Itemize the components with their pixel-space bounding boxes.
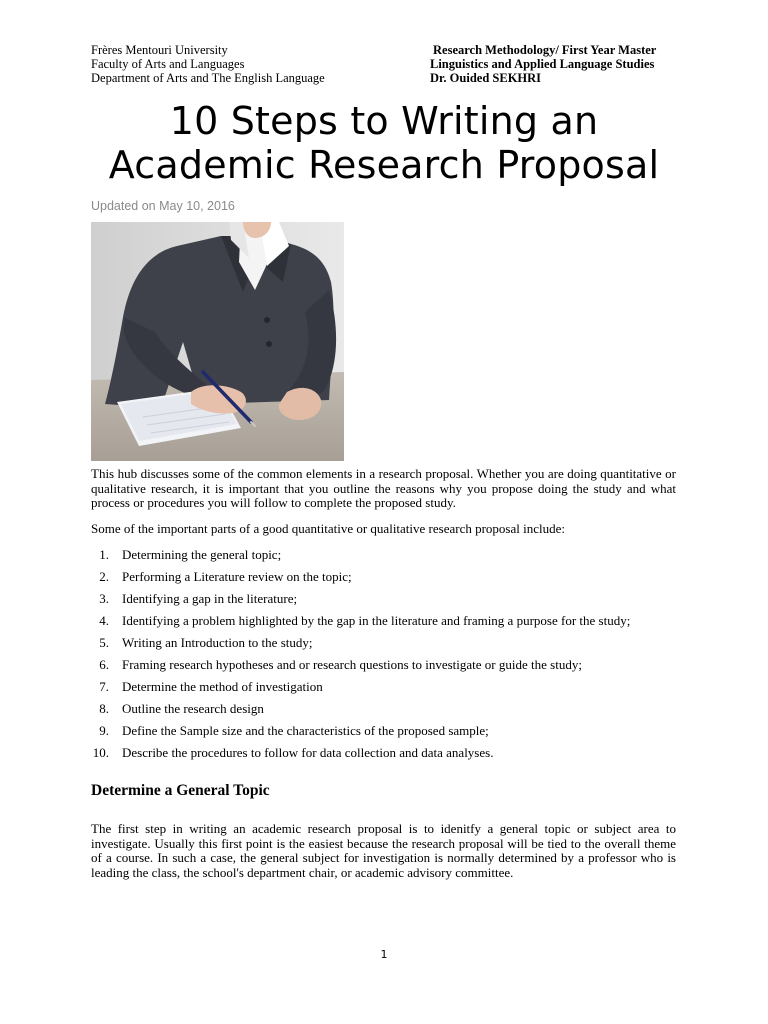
- list-item-number: 5.: [99, 635, 109, 650]
- instructor-name: Dr. Ouided SEKHRI: [430, 71, 542, 85]
- program-name: Linguistics and Applied Language Studies: [430, 57, 655, 71]
- department-name: Department of Arts and The English Language: [91, 71, 325, 85]
- list-item: [91, 547, 676, 569]
- course-name: Research Methodology/ First Year Master: [433, 43, 657, 57]
- list-item: [91, 613, 676, 635]
- list-item-text: Performing a Literature review on the topic;: [122, 569, 352, 584]
- header-institution: [91, 43, 325, 85]
- list-item: [91, 657, 676, 679]
- updated-date: Updated on May 10, 2016: [91, 199, 235, 213]
- list-item-text: Writing an Introduction to the study;: [122, 635, 313, 650]
- section-heading: Determine a General Topic: [91, 782, 270, 799]
- list-item-text: Identifying a gap in the literature;: [122, 591, 298, 606]
- list-item: [91, 701, 676, 723]
- intro-paragraph: This hub discusses some of the common elements in a research proposal. Whether you are doing quantitative or qualitative research, it is important that you outline the reasons why you propose doing the study and what process or procedures you will follow to complete the proposed study.: [91, 466, 676, 510]
- list-item: [91, 723, 676, 745]
- list-item-text: Determining the general topic;: [122, 547, 282, 562]
- page-number: 1: [380, 948, 388, 961]
- list-item-text: Define the Sample size and the characteristics of the proposed sample;: [122, 723, 489, 738]
- list-item-number: 2.: [99, 569, 109, 584]
- list-item-text: Describe the procedures to follow for data collection and data analyses.: [122, 745, 494, 760]
- woman-writing-photo: [91, 222, 344, 461]
- university-name: Frères Mentouri University: [91, 43, 228, 57]
- list-item: [91, 679, 676, 701]
- title-line-1: 10 Steps to Writing an: [169, 99, 599, 143]
- list-item-text: Outline the research design: [122, 701, 264, 716]
- section-paragraph: The first step in writing an academic research proposal is to idenitfy a general topic or subject area to investigate. Usually this first point is the easiest because the research proposal will be tied to the overall theme of a course. In such a case, the general subject for investigation is normally determined by a professor who is leading the class, the school's department chair, or academic advisory committee.: [91, 821, 676, 880]
- steps-list: [91, 547, 676, 767]
- list-item: [91, 635, 676, 657]
- intro-lead: Some of the important parts of a good quantitative or qualitative research proposal include:: [91, 521, 565, 536]
- list-item-number: 1.: [99, 547, 109, 562]
- list-item: [91, 569, 676, 591]
- list-item-number: 8.: [99, 701, 109, 716]
- list-item-number: 9.: [99, 723, 109, 738]
- list-item-text: Identifying a problem highlighted by the gap in the literature and framing a purpose for the study;: [122, 613, 631, 628]
- title-line-2: Academic Research Proposal: [108, 143, 660, 187]
- list-item-number: 7.: [99, 679, 109, 694]
- list-item-text: Determine the method of investigation: [122, 679, 323, 694]
- list-item: [91, 745, 676, 767]
- list-item-number: 6.: [99, 657, 109, 672]
- list-item-number: 3.: [99, 591, 109, 606]
- list-item-number: 10.: [92, 745, 109, 760]
- header-course: [430, 43, 656, 85]
- list-item-text: Framing research hypotheses and or research questions to investigate or guide the study;: [122, 657, 582, 672]
- page-title: [60, 99, 708, 187]
- list-item-number: 4.: [99, 613, 109, 628]
- faculty-name: Faculty of Arts and Languages: [91, 57, 245, 71]
- list-item: [91, 591, 676, 613]
